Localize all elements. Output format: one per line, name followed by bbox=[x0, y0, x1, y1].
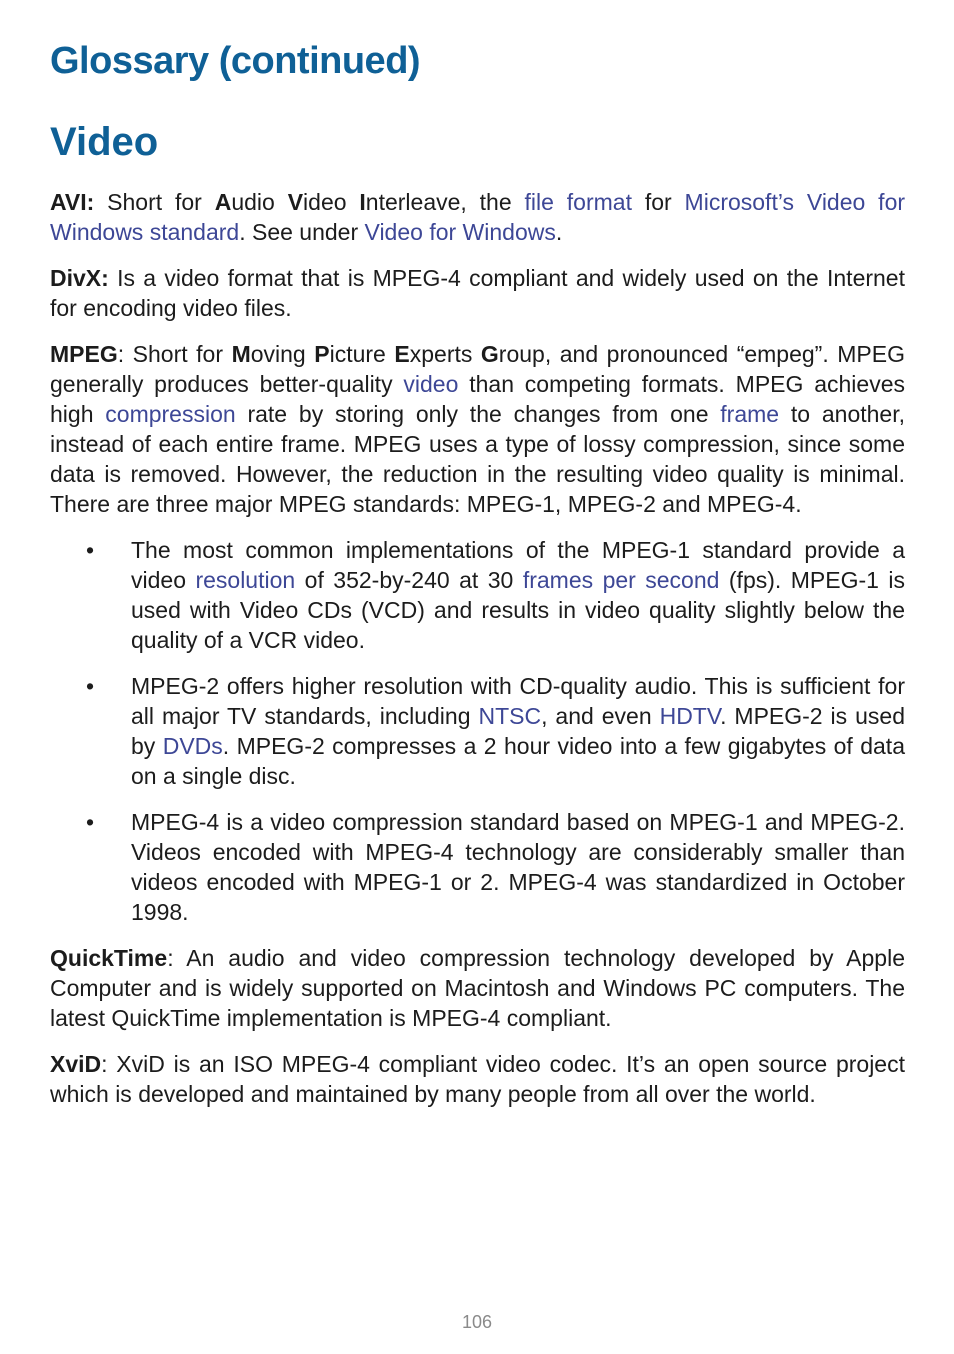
entry-mpeg bbox=[50, 339, 905, 519]
entry-text: : XviD is an ISO MPEG-4 compliant video codec. It’s an open source project which is developed and maintained by many people from all over the world. bbox=[50, 1051, 905, 1107]
entry-text: udio bbox=[231, 189, 288, 215]
acronym-letter: V bbox=[287, 189, 304, 215]
entry-text: . MPEG-2 is used by bbox=[131, 703, 905, 759]
link-microsoft-video-for-windows-standard[interactable]: Microsoft’s Video for Windows standard bbox=[50, 189, 906, 245]
entry-text: Short for bbox=[94, 189, 215, 215]
entry-text: to another, instead of each entire frame. MPEG uses a type of lossy compression, since some data is removed. However, the reduction in the resulting video quality is minimal. There are three major MPEG standards: MPEG-1, MPEG-2 and MPEG-4. bbox=[50, 401, 905, 517]
entry-text: : Short for bbox=[117, 341, 232, 367]
entry-text: of 352-by-240 at 30 bbox=[295, 567, 523, 593]
bullet-icon: • bbox=[86, 537, 95, 563]
entry-text: . bbox=[555, 219, 563, 245]
entry-text: Is a video format that is MPEG-4 compliant and widely used on the Internet for encoding video files. bbox=[50, 265, 905, 321]
entry-text: rate by storing only the changes from one bbox=[235, 401, 721, 427]
entry-text: xperts bbox=[409, 341, 481, 367]
entry-text: . See under bbox=[239, 219, 365, 245]
link-frames-per-second[interactable]: frames per second bbox=[522, 567, 720, 593]
list-item bbox=[50, 535, 905, 655]
link-resolution[interactable]: resolution bbox=[195, 567, 296, 593]
entry-quicktime bbox=[50, 943, 905, 1033]
bullet-icon: • bbox=[86, 809, 95, 835]
link-video-for-windows[interactable]: Video for Windows bbox=[364, 219, 556, 245]
entry-text: for bbox=[631, 189, 685, 215]
page-number: 106 bbox=[461, 1312, 493, 1332]
list-item bbox=[50, 671, 905, 791]
term-divx: DivX: bbox=[50, 265, 109, 291]
entry-avi bbox=[50, 187, 905, 247]
entry-text: MPEG-2 offers higher resolution with CD-quality audio. This is sufficient for all major TV standards, including bbox=[131, 673, 905, 729]
entry-text: MPEG-4 is a video compression standard based on MPEG-1 and MPEG-2. Videos encoded with MPEG-4 technology are considerably smaller than videos encoded with MPEG-1 or 2. MPEG-4 was standardized in October 1998. bbox=[131, 809, 905, 925]
entry-text: : An audio and video compression technology developed by Apple Computer and is widely supported on Macintosh and Windows PC computers. The latest QuickTime implementation is MPEG-4 compliant. bbox=[50, 945, 905, 1031]
bullet-icon: • bbox=[86, 673, 95, 699]
entry-text: ideo bbox=[303, 189, 360, 215]
acronym-letter: A bbox=[214, 189, 232, 215]
link-compression[interactable]: compression bbox=[105, 401, 236, 427]
entry-text: nterleave, the bbox=[365, 189, 525, 215]
acronym-letter: I bbox=[359, 189, 366, 215]
acronym-letter: E bbox=[394, 341, 410, 367]
glossary-body bbox=[50, 187, 905, 1125]
acronym-letter: P bbox=[314, 341, 330, 367]
link-ntsc[interactable]: NTSC bbox=[478, 703, 542, 729]
term-mpeg: MPEG bbox=[50, 341, 118, 367]
link-hdtv[interactable]: HDTV bbox=[659, 703, 721, 729]
entry-text: (fps). MPEG-1 is used with Video CDs (VCD) and results in video quality slightly below the quality of a VCR video. bbox=[131, 567, 906, 653]
section-heading: Video bbox=[50, 120, 159, 164]
entry-text: . MPEG-2 compresses a 2 hour video into a few gigabytes of data on a single disc. bbox=[131, 733, 905, 789]
term-xvid: XviD bbox=[50, 1051, 102, 1077]
page-title: Glossary (continued) bbox=[50, 40, 421, 82]
entry-text: , and even bbox=[541, 703, 660, 729]
entry-text: oving bbox=[250, 341, 315, 367]
list-item bbox=[50, 807, 905, 927]
entry-xvid bbox=[50, 1049, 905, 1109]
acronym-letter: G bbox=[480, 341, 499, 367]
term-quicktime: QuickTime bbox=[50, 945, 168, 971]
link-video[interactable]: video bbox=[403, 371, 459, 397]
entry-text: The most common implementations of the MPEG-1 standard provide a video bbox=[131, 537, 905, 593]
entry-text: icture bbox=[329, 341, 395, 367]
entry-text: roup, and pronounced “empeg”. MPEG generally produces better-quality bbox=[50, 341, 905, 397]
mpeg-bullet-list bbox=[50, 535, 905, 927]
acronym-letter: M bbox=[231, 341, 251, 367]
link-file-format[interactable]: file format bbox=[524, 189, 632, 215]
link-dvds[interactable]: DVDs bbox=[162, 733, 223, 759]
link-frame[interactable]: frame bbox=[720, 401, 780, 427]
entry-divx bbox=[50, 263, 905, 323]
entry-text: than competing formats. MPEG achieves high bbox=[50, 371, 905, 427]
term-avi: AVI: bbox=[50, 189, 95, 215]
